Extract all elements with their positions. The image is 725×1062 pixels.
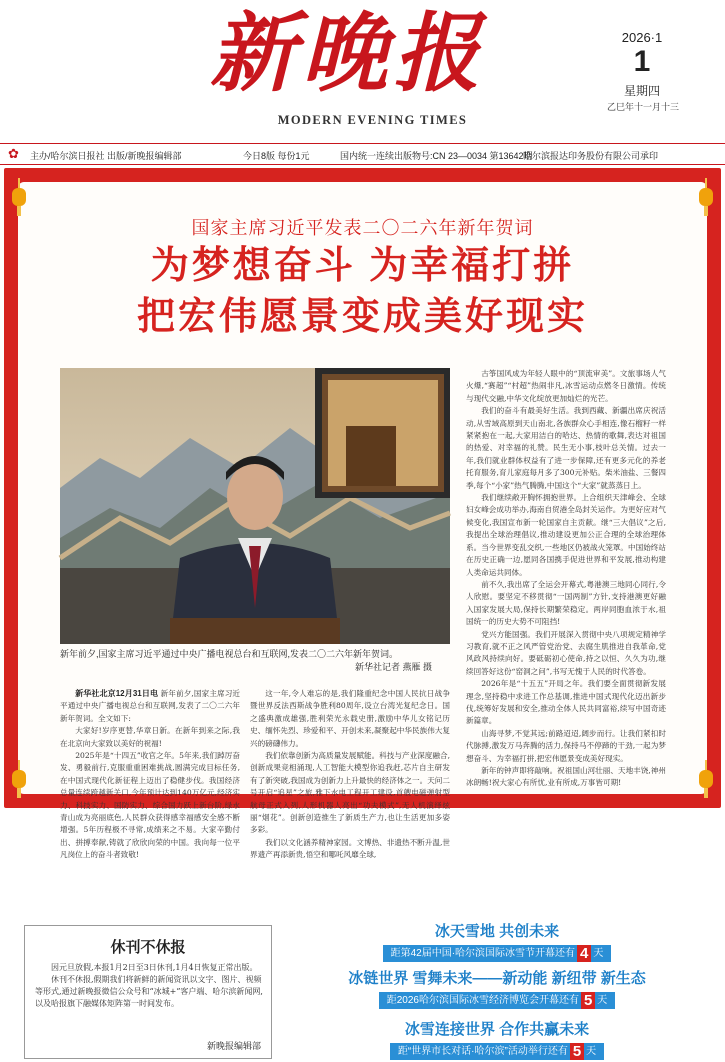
countdown-unit: 天 [586, 1046, 597, 1057]
lantern-icon [699, 178, 713, 218]
pages-price-text: 今日8版 每份1元 [243, 151, 310, 161]
lantern-icon [12, 760, 26, 800]
lead-photo [60, 368, 450, 644]
issue-day: 1 [633, 45, 651, 78]
promo-title: 冰天雪地 共创未来 [434, 923, 560, 940]
notice-box [24, 925, 272, 1059]
notice-body [35, 962, 265, 1010]
article-paragraph: 前不久,我出席了全运会开幕式,粤港澳三地同心同行,令人欣慰。要坚定不移贯彻“一国两制”方针,支持港澳更好融入国家发展大局,保持长期繁荣稳定。两岸同胞血浓于水,祖国统一的历史大势不可阻挡! [466, 579, 666, 627]
headline-line-2: 把宏伟愿景变成美好现实 [136, 296, 588, 338]
notice-paragraph: 休刊不休报,假期我们将新鲜的新闻资讯以文字、图片、视频等形式,通过新晚报微信公众号和“冰城+”客户端、哈尔滨新闻网,以及哈报旗下融媒体矩阵第一时间发布。 [35, 975, 263, 1008]
countdown-number: 5 [581, 992, 595, 1009]
countdown-unit: 天 [593, 948, 604, 959]
promo-title: 冰链世界 雪舞未来——新动能 新纽带 新生态 [348, 970, 646, 987]
notice-title: 休刊不休报 [110, 939, 186, 956]
countdown-bar [379, 992, 616, 1009]
article-paragraph: 我们以文化涵养精神家园。文博热、非遗热不断升温,世界遗产再添新贵,悟空和哪吒风靡全球, [250, 837, 450, 860]
countdown-bar [383, 945, 612, 962]
newspaper-subtitle: MODERN EVENING TIMES [277, 113, 468, 127]
article-paragraph: 党兴方能国强。我们开展深入贯彻中央八项规定精神学习教育,就不正之风严管党治党、去腐生肌推进自我革命,党风政风持续向好。要砥砺初心使命,持之以恒、久久为功,继续回答好这份“窑洞之问”,书写无愧于人民的时代答卷。 [466, 629, 666, 676]
newspaper-logo: 新晚报 [209, 3, 486, 104]
masthead [0, 0, 725, 140]
photo-credit: 新华社记者 燕雁 摄 [354, 662, 432, 672]
promo-title: 冰雪连接世界 合作共赢未来 [404, 1021, 590, 1038]
lead-photo-image [60, 368, 450, 644]
dateline: 新华社北京12月31日电 [75, 689, 159, 698]
article-paragraph: 我们继续敞开胸怀拥抱世界。上合组织天津峰会、全球妇女峰会成功举办,海南自贸港全岛封关运作。为更好应对气候变化,我国宣布新一轮国家自主贡献。继“三大倡议”之后,我提出全球治理倡议,推动建设更加公正合理的全球治理体系。当今世界变乱交织,一些地区仍被战火笼罩。中国始终站在历史正确一边,愿同各国携手促进世界和平发展,推动构建人类命运共同体。 [466, 493, 666, 577]
lantern-icon [699, 760, 713, 800]
notice-paragraph: 因元旦放假,本报1月2日至3日休刊,1月4日恢复正常出版。 [51, 963, 258, 972]
countdown-text: 距2026哈尔滨国际冰雪经济博览会开幕还有 [386, 995, 579, 1006]
countdown-text: 距“世界市长对话·哈尔滨”活动举行还有 [397, 1046, 568, 1057]
countdown-number: 4 [577, 945, 591, 962]
article-paragraph: 古筝国风成为年轻人眼中的“顶流审美”。文旅事场人气火爆,“赛超”“村超”热闹非凡,冰雪运动点燃冬日激情。传统与现代交融,中华文化绽放更加灿烂的光芒。 [466, 369, 666, 403]
article-intro: 新年前夕,国家主席习近平通过中央广播电视总台和互联网,发表了二〇二六年新年贺词。全文如下: [60, 689, 241, 723]
info-bar [0, 143, 725, 165]
promo-expo [282, 967, 712, 1009]
notice-signature: 新晚报编辑部 [206, 1041, 261, 1051]
promo-ice-festival [282, 920, 712, 962]
article-column-1 [60, 688, 241, 860]
article-paragraph: 山海寻梦,不觉其远;前路迢迢,阔步而行。让我们紧扣时代脉搏,激发万马奔腾的活力,保持马不停蹄的干劲,一起为梦想奋斗、为幸福打拼,把宏伟愿景变成美好现实。 [466, 728, 666, 763]
photo-caption [60, 648, 450, 674]
countdown-unit: 天 [597, 995, 608, 1006]
issue-lunar-date: 乙巳年十一月十三 [606, 102, 679, 112]
countdown-bar [390, 1043, 604, 1060]
article-paragraph: 大家好!岁序更替,华章日新。在新年到来之际,我在北京向大家致以美好的祝福! [60, 726, 240, 748]
article-paragraph: 2026年是“十五五”开局之年。我们要全面贯彻新发展理念,坚持稳中求进工作总基调,推进中国式现代化迈出新步伐,统筹好发展和安全,推动全体人民共同富裕,续写中国奇迹新篇章。 [466, 679, 666, 726]
issue-year-month: 2026·1 [621, 30, 663, 45]
sponsor-text: 主办/哈尔滨日报社 出版/新晚报编辑部 [30, 151, 182, 161]
article-paragraph: 我们的奋斗有最美好生活。我到西藏、新疆出席庆祝活动,从雪域高原到天山南北,各族群众心手相连,像石榴籽一样紧紧抱在一起,大家用洁白的哈达、热情的歌舞,表达对祖国的热爱、对幸福的礼赞。民生无小事,枝叶总关情。过去一年,我们就业群体权益有了进一步保障,还有更多元化的养老托育服务,育儿家庭每月多了300元补贴。柴米油盐、三餐四季,每个“小家”热气腾腾,中国这个“大家”就蒸蒸日上。 [466, 406, 666, 490]
article-paragraph: 我们依靠创新为高质量发展赋能。科技与产业深度融合,创新成果竞相涌现,人工智能大模型你追我赶,芯片自主研发有了新突破,我国成为创新力上升最快的经济体之一。天问二号开启“追星”之旅,雅下水电工程开工建设,首艘电磁弹射型航母正式入列,人形机器人亮出“功夫模式”,无人机演绎炫丽“烟花”。创新创造推生了新质生产力,也让生活更加多姿多彩。 [250, 751, 450, 835]
article-paragraph: 这一年,令人难忘的是,我们隆重纪念中国人民抗日战争暨世界反法西斯战争胜利80周年,设立台湾光复纪念日。国之盛典激成雄强,胜利荣光永载史册,激励中华儿女铭记历史、缅怀先烈、珍爱和平、开创未来,凝聚起中华民族伟大复兴的磅礴伟力。 [250, 689, 450, 748]
printer-text: 哈尔滨报达印务股份有限公司承印 [523, 151, 659, 161]
calligraphy-mark-icon: ✿ [8, 146, 19, 161]
countdown-number: 5 [570, 1043, 584, 1060]
article-paragraph: 新年的钟声即将敲响。祝祖国山河壮丽、天地丰饶,神州冰朗畅!祝大家心有所忧,业有所成,万事皆可期! [466, 766, 666, 788]
photo-caption-text: 新年前夕,国家主席习近平通过中央广播电视总台和互联网,发表二〇二六年新年贺词。 [60, 649, 399, 659]
lantern-icon [12, 178, 26, 218]
issn-text: 国内统一连续出版物号:CN 23—0034 第13642期 [340, 151, 533, 161]
headline-line-1: 为梦想奋斗 为幸福打拼 [150, 245, 575, 287]
article-column-3 [466, 368, 666, 808]
lead-kicker: 国家主席习近平发表二〇二六年新年贺词 [191, 218, 534, 238]
article-paragraph: 2025年是“十四五”收官之年。5年来,我们踔厉奋发、勇毅前行,克服重重困难挑战,圆满完成目标任务,在中国式现代化新征程上迈出了稳健步伐。我国经济总量连续跨越新关口,今年预计达到140万亿元,经济实力、科技实力、国防实力、综合国力跃上新台阶,绿水青山成为亮丽底色,人民群众获得感幸福感安全感不断增强。5年历程极不寻常,成绩来之不易。大家辛勤付出、拼搏奉献,铸就了欣欣向荣的中国。我向每一位平凡岗位上的奋斗者致敬! [60, 751, 240, 860]
promo-mayors-dialogue [282, 1018, 712, 1060]
issue-weekday: 星期四 [623, 84, 660, 98]
countdown-text: 距第42届中国·哈尔滨国际冰雪节开幕还有 [390, 948, 576, 959]
article-column-2 [250, 688, 450, 860]
